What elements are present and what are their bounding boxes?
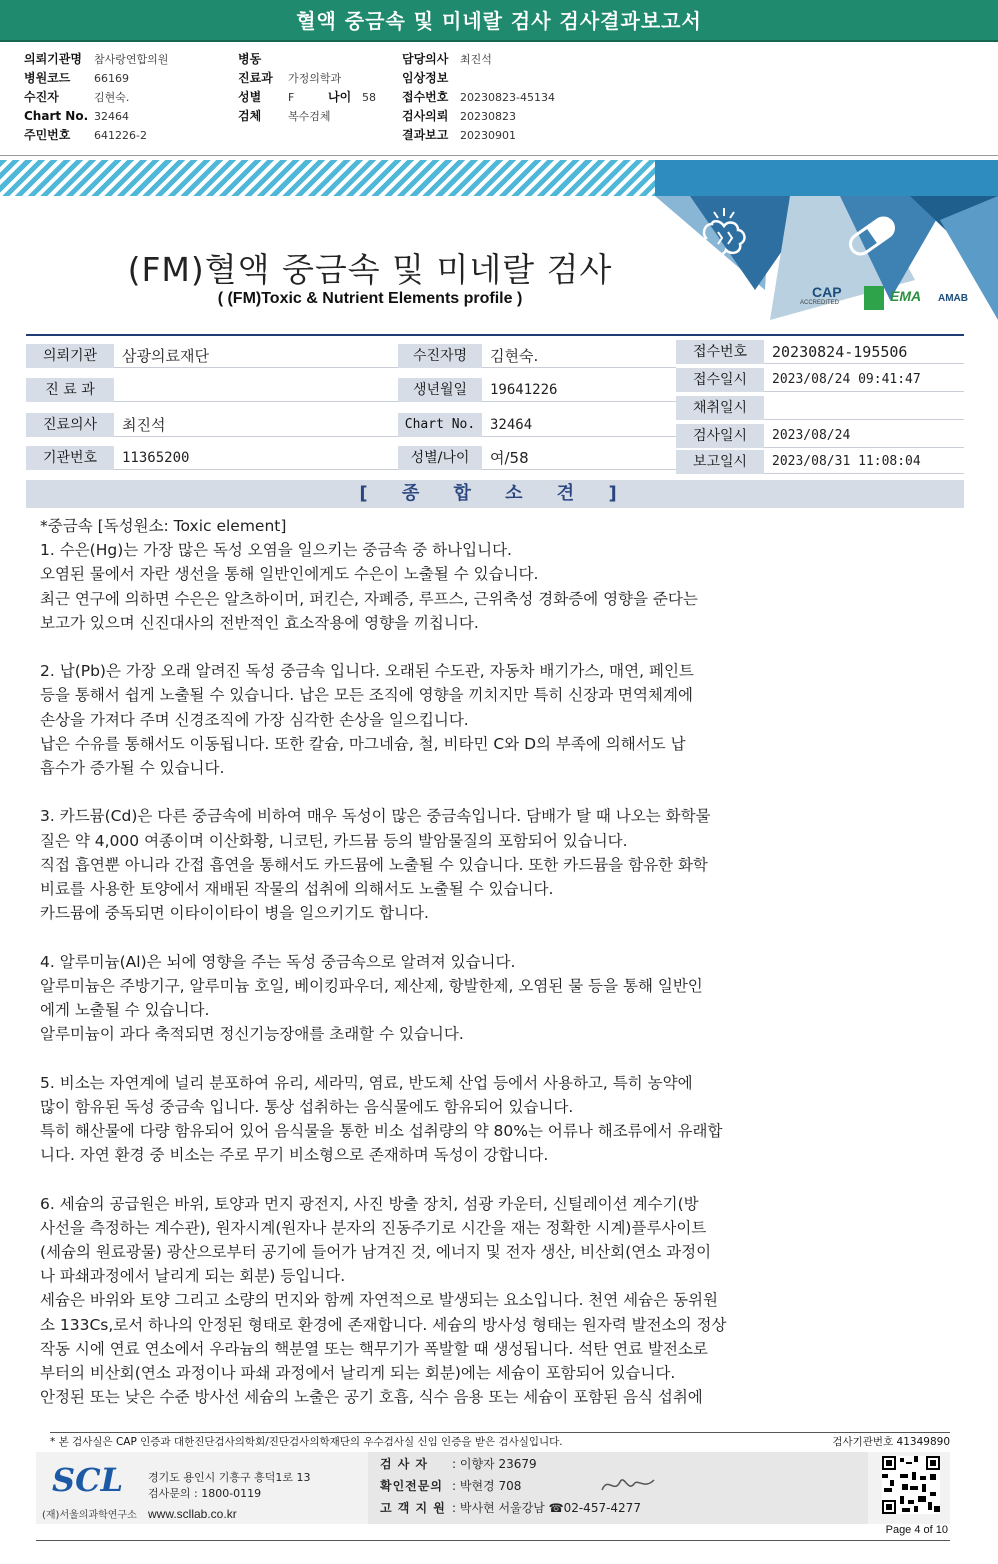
- summary-line: 알루미늄은 주방기구, 알루미늄 호일, 베이킹파우더, 제산제, 항발한제, 오염된 물 등을 통해 일반인: [40, 976, 703, 995]
- staff-value: : 박사현 서울강남 ☎02-457-4277: [452, 1501, 641, 1515]
- summary-line: 납은 수유를 통해서도 이동됩니다. 또한 칼슘, 마그네슘, 철, 비타민 C와 D의 부족에 의해서도 납: [40, 734, 686, 753]
- summary-line: 손상을 가져다 주며 신경조직에 가장 심각한 손상을 일으킵니다.: [40, 710, 469, 729]
- summary-line: 세슘은 바위와 토양 그리고 소량의 먼지와 함께 자연적으로 발생되는 요소입니다. 천연 세슘은 동위원: [40, 1291, 718, 1310]
- patient-value: 여/58: [482, 446, 676, 470]
- patient-label: Chart No.: [398, 413, 482, 437]
- website-link[interactable]: www.scllab.co.kr: [148, 1507, 237, 1521]
- header-label: 의뢰기관명: [24, 52, 82, 66]
- ema-logo-text: EMA: [890, 288, 922, 304]
- summary-line: 보고가 있으며 신진대사의 전반적인 효소작용에 영향을 끼칩니다.: [40, 613, 479, 632]
- header-label: 수진자: [24, 90, 59, 104]
- paragraph-gap: [40, 635, 920, 659]
- patient-value: 32464: [482, 413, 676, 437]
- patient-value: 2023/08/24: [764, 424, 964, 448]
- bottom-divider: [36, 1540, 950, 1541]
- summary-line: 4. 알루미늄(Al)은 뇌에 영향을 주는 독성 중금속으로 알려져 있습니다.: [40, 952, 516, 971]
- header-label: 담당의사: [402, 52, 449, 66]
- address-text: 경기도 용인시 기흥구 흥덕1로 13: [148, 1471, 311, 1484]
- summary-line: 나 파쇄과정에서 날리게 되는 회분) 등입니다.: [40, 1267, 346, 1286]
- page-number: Page 4 of 10: [885, 1524, 948, 1536]
- header-value: 복수검체: [288, 110, 331, 123]
- patient-value: 김현숙.: [482, 344, 676, 368]
- header-label: 주민번호: [24, 128, 71, 142]
- cap-logo-sub: ACCREDITED: [800, 300, 840, 306]
- summary-line: *중금속 [독성원소: Toxic element]: [40, 517, 287, 535]
- staff-label: 검 사 자: [380, 1457, 429, 1471]
- staff-label: 고 객 지 원: [380, 1501, 446, 1515]
- header-label: 결과보고: [402, 128, 449, 142]
- summary-line: 알루미늄이 과다 축적되면 정신기능장애를 초래할 수 있습니다.: [40, 1025, 464, 1044]
- summary-line: 소 133Cs,로서 하나의 안정된 형태로 환경에 존재합니다. 세슘의 방사성 형태는 원자력 발전소의 정상: [40, 1315, 727, 1334]
- summary-body: [40, 514, 920, 1409]
- header-label: 진료과: [238, 71, 273, 85]
- summary-line: 에게 노출될 수 있습니다.: [40, 1001, 210, 1020]
- signature: [598, 1470, 658, 1500]
- patient-value: 19641226: [482, 378, 676, 402]
- header-col-2: [238, 50, 376, 126]
- header-label: 병동: [238, 52, 262, 66]
- page-subtitle: ( (FM)Toxic & Nutrient Elements profile ): [217, 290, 523, 307]
- summary-line: 1. 수은(Hg)는 가장 많은 독성 오염을 일으키는 중금속 중 하나입니다.: [40, 541, 512, 560]
- summary-line: 오염된 물에서 자란 생선을 통해 일반인에게도 수은이 노출될 수 있습니다.: [40, 565, 539, 584]
- staff-row: [380, 1476, 521, 1496]
- patient-info-table: [26, 334, 964, 474]
- summary-line: 니다. 자연 환경 중 비소는 주로 무기 비소형으로 존재하며 독성이 강합니다.: [40, 1146, 549, 1165]
- patient-label: 접수일시: [676, 368, 764, 392]
- summary-line: 등을 통해서 쉽게 노출될 수 있습니다. 납은 모든 조직에 영향을 끼치지만 특히 신장과 면역체계에: [40, 686, 693, 705]
- summary-line: 질은 약 4,000 여종이며 이산화황, 니코틴, 카드뮴 등의 발암물질의 포함되어 있습니다.: [40, 831, 628, 850]
- ema-logo: [890, 286, 930, 310]
- staff-row: [380, 1498, 641, 1518]
- summary-line: 안정된 또는 낮은 수준 방사선 세슘의 노출은 공기 호흡, 식수 음용 또는 세슘이 포함된 음식 섭취에: [40, 1388, 703, 1407]
- summary-line: 많이 함유된 독성 중금속 입니다. 통상 섭취하는 음식물에도 함유되어 있습니다.: [40, 1097, 574, 1116]
- patient-label: 검사일시: [676, 424, 764, 448]
- header-value: 20230901: [460, 129, 516, 142]
- summary-line: 6. 세슘의 공급원은 바위, 토양과 먼지 광전지, 사진 방출 장치, 섬광 카운터, 신틸레이션 계수기(방: [40, 1194, 699, 1213]
- cap-logo: [798, 284, 858, 310]
- patient-label: 접수번호: [676, 340, 764, 364]
- staff-value: : 박현경 708: [452, 1479, 522, 1493]
- header-value: 641226-2: [94, 129, 147, 142]
- capsule-icon: [842, 210, 902, 262]
- summary-line: 사선을 측정하는 계수관), 원자시계(원자나 분자의 진동주기로 시간을 재는 정확한 시계)플루사이트: [40, 1218, 707, 1237]
- patient-label: 수진자명: [398, 344, 482, 368]
- summary-line: 흡수가 증가될 수 있습니다.: [40, 759, 225, 778]
- patient-value: 삼광의료재단: [114, 344, 398, 368]
- paragraph-gap: [40, 1046, 920, 1070]
- header-label: 병원코드: [24, 71, 71, 85]
- certification-note: * 본 검사실은 CAP 인증과 대한진단검사의학회/진단검사의학재단의 우수검사실 신임 인증을 받은 검사실입니다.: [50, 1436, 563, 1448]
- patient-value: 최진석: [114, 413, 398, 437]
- header-label: 성별: [238, 90, 262, 104]
- phone-text: 검사문의 : 1800-0119: [148, 1487, 262, 1500]
- patient-label: 채취일시: [676, 396, 764, 420]
- patient-value: 2023/08/24 09:41:47: [764, 368, 964, 392]
- summary-line: 부터의 비산회(연소 과정이나 파쇄 과정에서 날리게 되는 회분)에는 세슘이 포함되어 있습니다.: [40, 1364, 676, 1383]
- header-col-3: [402, 50, 555, 145]
- summary-line: 비료를 사용한 토양에서 재배된 작물의 섭취에 의해서도 노출될 수 있습니다.: [40, 880, 554, 899]
- summary-line: 2. 납(Pb)은 가장 오래 알려진 독성 중금속 입니다. 오래된 수도관, 자동차 배기가스, 매연, 페인트: [40, 662, 694, 681]
- patient-value: [114, 378, 398, 402]
- summary-line: 5. 비소는 자연계에 널리 분포하여 유리, 세라믹, 염료, 반도체 산업 등에서 사용하고, 특히 농약에: [40, 1073, 693, 1092]
- lm-logo-icon: [864, 286, 884, 310]
- patient-value: 2023/08/31 11:08:04: [764, 450, 964, 474]
- header-value: 20230823: [460, 110, 516, 123]
- summary-line: (세슘의 원료광물) 광산으로부터 공기에 들어가 남겨진 것, 에너지 및 전자 생산, 비산회(연소 과정이: [40, 1243, 712, 1262]
- certification-logos: [798, 284, 996, 314]
- header-value: 20230823-45134: [460, 91, 555, 104]
- summary-line: 3. 카드뮴(Cd)은 다른 중금속에 비하여 매우 독성이 많은 중금속입니다. 담배가 탈 때 나오는 화학물: [40, 807, 711, 826]
- footer-note: [50, 1432, 950, 1450]
- summary-line: 작동 시에 연료 연소에서 우라늄의 핵분열 또는 핵무기가 폭발할 때 생성됩니다. 석탄 연료 발전소로: [40, 1339, 708, 1358]
- patient-value: [764, 396, 964, 420]
- patient-label: 기관번호: [26, 446, 114, 470]
- patient-value: 20230824-195506: [764, 340, 964, 364]
- header-label: 검체: [238, 109, 262, 123]
- patient-value: 11365200: [114, 446, 398, 470]
- patient-label: 진료의사: [26, 413, 114, 437]
- staff-label: 확인전문의: [380, 1479, 443, 1493]
- staff-row: [380, 1454, 537, 1474]
- qr-code: [882, 1456, 940, 1514]
- patient-label: 의뢰기관: [26, 344, 114, 368]
- patient-label: 성별/나이: [398, 446, 482, 470]
- paragraph-gap: [40, 925, 920, 949]
- age-label: 나이: [328, 90, 352, 104]
- header-value: 최진석: [460, 53, 492, 66]
- header-value: 김현숙.: [94, 91, 130, 104]
- lab-number: 검사기관번호 41349890: [832, 1436, 950, 1448]
- report-title-bar: [0, 0, 998, 42]
- patient-label: 보고일시: [676, 450, 764, 474]
- summary-title: [ 종 합 소 견 ]: [26, 480, 964, 508]
- scl-org-name: (재)서울의과학연구소: [42, 1510, 137, 1521]
- header-value: 32464: [94, 110, 129, 123]
- amab-logo-text: AMAB: [938, 293, 968, 304]
- amab-logo: [938, 286, 978, 310]
- cap-logo-text: CAP: [812, 284, 842, 300]
- header-value: 참사랑연합의원: [94, 53, 169, 66]
- summary-line: 특히 해산물에 다량 함유되어 있어 음식물을 통한 비소 섭취량의 약 80%는 어류나 해조류에서 유래합: [40, 1122, 723, 1141]
- header-info: [0, 44, 998, 156]
- page-title: (FM)혈액 중금속 및 미네랄 검사: [127, 250, 613, 289]
- scl-logo: SCL: [52, 1461, 124, 1499]
- patient-label: 진 료 과: [26, 378, 114, 402]
- staff-value: : 이향자 23679: [452, 1457, 537, 1471]
- report-title: 혈액 중금속 및 미네랄 검사 검사결과보고서: [296, 9, 702, 33]
- header-label: Chart No.: [24, 109, 89, 123]
- summary-line: 직접 흡연뿐 아니라 간접 흡연을 통해서도 카드뮴에 노출될 수 있습니다. 또한 카드뮴을 함유한 화학: [40, 855, 708, 874]
- age-value: 58: [362, 91, 376, 104]
- header-value: F: [288, 91, 295, 104]
- header-value: 가정의학과: [288, 72, 342, 85]
- patient-label: 생년월일: [398, 378, 482, 402]
- header-label: 접수번호: [402, 90, 449, 104]
- header-label: 임상정보: [402, 71, 449, 85]
- paragraph-gap: [40, 1167, 920, 1191]
- header-value: 66169: [94, 72, 129, 85]
- paragraph-gap: [40, 780, 920, 804]
- header-col-1: [24, 50, 168, 145]
- lab-address: [148, 1470, 311, 1521]
- summary-line: 최근 연구에 의하면 수은은 알츠하이머, 퍼킨슨, 자폐증, 루프스, 근위축성 경화증에 영향을 준다는: [40, 589, 698, 608]
- summary-line: 카드뮴에 중독되면 이타이이타이 병을 일으키기도 합니다.: [40, 904, 429, 923]
- header-label: 검사의뢰: [402, 109, 449, 123]
